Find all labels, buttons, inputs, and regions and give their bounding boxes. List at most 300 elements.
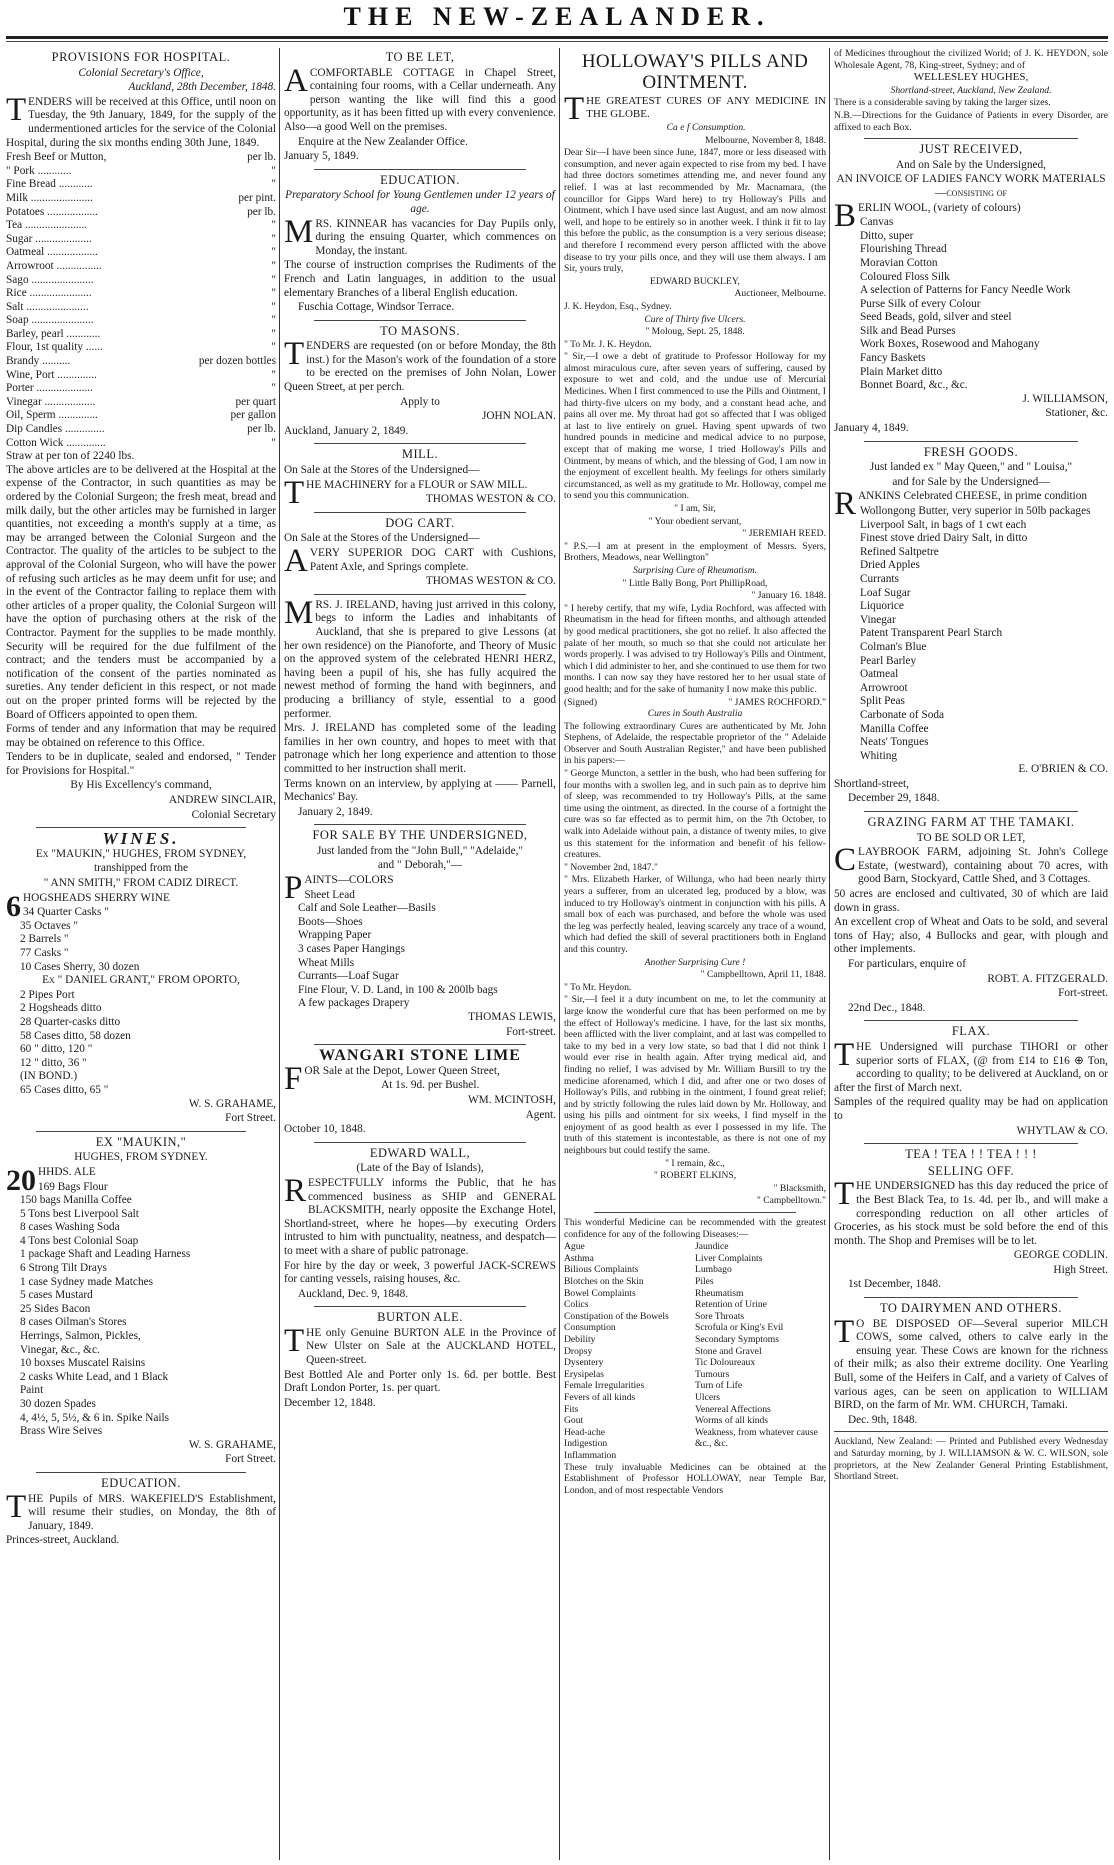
- advert-subheading: SELLING OFF.: [927, 1163, 1015, 1178]
- goods-item: Currants—Loaf Sugar: [298, 970, 399, 983]
- advert-line: Ex "MAUKIN," HUGHES, FROM SYDNEY,: [35, 847, 247, 860]
- advert-line: transhipped from the: [93, 862, 189, 875]
- goods-item: Ditto, super: [860, 229, 914, 242]
- provision-name: Fresh Beef or Mutton,: [6, 151, 107, 164]
- disease-item: Blotches on the Skin: [564, 1276, 644, 1287]
- advert-heading: FRESH GOODS.: [923, 444, 1019, 459]
- goods-item: 2 casks White Lead, and 1 Black: [20, 1370, 169, 1383]
- goods-item: Boots—Shoes: [298, 915, 363, 928]
- advert-line: Ex " DANIEL GRANT," FROM OPORTO,: [42, 974, 240, 987]
- advert-heading: DOG CART.: [385, 515, 455, 530]
- advert-signer: JOHN NOLAN.: [481, 410, 556, 423]
- advert-body: of Medicines throughout the civilized World; of J. K. HEYDON, sole Wholesale Agent, 78, King-street, Sydney; and of: [834, 48, 1108, 71]
- advert-lead: AINTS—COLORS: [304, 874, 394, 887]
- case-body: " George Muncton, a settler in the bush, who had been suffering for four months with a swollen leg, and in such pain as to deprive him of sleep, was recommended to try Holloway's Pills, at the same time using the ointment, as directed. In the course of a fortnight the cure was so far effected as to permit him, on the 7th October, to walk into Adelaide without pain, a distance of twenty miles, to give us this statement for the information and benefit of his fellow-creatures.: [564, 768, 826, 861]
- advert-signer: W. S. GRAHAME,: [188, 1097, 276, 1110]
- disease-item: Tic Doloureaux: [695, 1357, 756, 1369]
- goods-item: Wrapping Paper: [298, 929, 372, 942]
- advert-date: December 12, 1848.: [284, 1396, 376, 1409]
- wine-item: 12 " ditto, 36 ": [20, 1056, 87, 1069]
- provision-item: [6, 423, 276, 437]
- advert-body: HE Pupils of MRS. WAKEFIELD'S Establishment, will resume their studies, on Monday, the 8th of January, 1849.: [28, 1492, 276, 1532]
- advert-heading: GRAZING FARM AT THE TAMAKI.: [867, 815, 1075, 830]
- advert-body: LAYBROOK FARM, adjoining St. John's College Estate, (westward), containing about 70 acres, with good Barn, Stockyard, Cattle Shed, and 3 Cottages.: [858, 846, 1108, 886]
- provision-unit: ": [271, 327, 276, 340]
- disease-item: Female Irregularities: [564, 1380, 645, 1392]
- case-body: " Sir,—I owe a debt of gratitude to Professor Holloway for my almost miraculous cure, after seven years of suffering, caused by exposure to wet and cold, and the undue use of Mercurial Medicines. When I first commenced to use the Pills and Ointment, I had thirty-five ulcers on my body, and a constant head ache, and pains all over me. My throat had got so affected that I was obliged at last to live entirely on gruel. Having spent upwards of two hundred pounds in medicine and medical advice to no purpose, except that of making me worse, I tried Holloway's Pills and Ointment, by means of which, and the blessing of God, I am now in the enjoyment of excellent health. My feelings for others similarly circumstanced, as well as my gratitude to Mr. Holloway, compel me to send you this communication.: [564, 351, 826, 502]
- provision-unit: per pint.: [238, 191, 276, 204]
- provision-name: Potatoes ..................: [6, 205, 98, 218]
- advert-date: December 29, 1848.: [848, 792, 940, 805]
- provision-name: Milk ......................: [6, 191, 93, 204]
- advert-separator: [314, 824, 526, 825]
- advert-body-para: [834, 1036, 1108, 1095]
- advert-body: 50 acres are enclosed and cultivated, 30 of which are laid down in grass.: [834, 888, 1108, 914]
- advert-body: Mrs. J. IRELAND has completed some of the leading families in her own country, and hopes to meet with that patronage which her long experience and attention to those committed to her instruction shall merit.: [284, 722, 556, 775]
- advert-line: And on Sale by the Undersigned,: [896, 158, 1046, 171]
- drop-cap: T: [564, 91, 585, 127]
- advert-lead: HHDS. ALE: [38, 1165, 96, 1178]
- received-advert: [834, 143, 1108, 435]
- disease-item: &c., &c.: [695, 1438, 729, 1450]
- tea-advert: [834, 1148, 1108, 1292]
- case-date: " Moloug, Sept. 25, 1848.: [645, 326, 745, 338]
- column-4: [834, 48, 1108, 1860]
- drop-cap: C: [834, 842, 857, 879]
- advert-line: Just landed ex " May Queen," and " Louisa,": [869, 461, 1073, 474]
- disease-item: Constipation of the Bowels: [564, 1310, 669, 1322]
- case-ps: " P.S.—I am at present in the employment of Messrs. Syers, Brothers, Meadows, near Wellington": [564, 540, 826, 564]
- education-advert: [284, 174, 556, 315]
- provision-unit: ": [271, 164, 276, 177]
- disease-item: Lumbago: [695, 1264, 732, 1276]
- drop-cap: T: [284, 336, 305, 373]
- disease-item: Dysentery: [564, 1357, 604, 1369]
- advert-body-para: [834, 842, 1108, 887]
- drop-cap: T: [284, 1322, 305, 1359]
- advert-place: High Street.: [1053, 1263, 1108, 1276]
- advert-body: HE GREATEST CURES OF ANY MEDICINE IN THE GLOBE.: [586, 95, 826, 120]
- disease-item: Head-ache: [564, 1426, 606, 1438]
- drop-cap: F: [284, 1060, 303, 1097]
- goods-item: 6 Strong Tilt Drays: [20, 1262, 107, 1275]
- goods-item: Paint: [20, 1384, 44, 1397]
- goods-list: [6, 1181, 276, 1439]
- disease-item: Piles: [695, 1276, 714, 1287]
- goods-item: 8 cases Washing Soda: [20, 1221, 120, 1234]
- advert-intro: [6, 91, 276, 150]
- provision-unit: ": [271, 259, 276, 272]
- ireland-advert: [284, 594, 556, 820]
- advert-heading: BURTON ALE.: [377, 1310, 463, 1325]
- advert-body: For particulars, enquire of: [848, 958, 966, 970]
- goods-item: Liquorice: [860, 600, 904, 613]
- case-to: " To Mr. Heydon.: [564, 981, 632, 993]
- advert-signer: ANDREW SINCLAIR,: [168, 794, 276, 807]
- provision-name: Barley, pearl ............: [6, 327, 101, 340]
- case-close: " I am, Sir,: [674, 503, 716, 514]
- goods-item: 8 cases Oilman's Stores: [20, 1316, 127, 1329]
- provision-name: Salt ......................: [6, 300, 89, 313]
- goods-item: 10 boxses Muscatel Raisins: [20, 1357, 146, 1370]
- advert-date: Auckland, 28th December, 1848.: [128, 81, 276, 94]
- drop-cap: A: [284, 543, 308, 579]
- disease-item: Rheumatism: [695, 1287, 744, 1299]
- disease-item: Consumption: [564, 1322, 616, 1334]
- advert-separator: [864, 1297, 1078, 1298]
- advert-signer-title: Colonial Secretary: [191, 808, 276, 821]
- provision-unit: per lb.: [247, 205, 276, 218]
- wine-item: 60 " ditto, 120 ": [20, 1043, 93, 1056]
- drop-cap: B: [834, 197, 857, 234]
- advert-body: For hire by the day or week, 3 powerful JACK-SCREWS for canting vessels, raising houses, &c.: [284, 1259, 556, 1286]
- advert-separator: [864, 138, 1078, 139]
- advert-line: and for Sale by the Undersigned—: [892, 475, 1050, 488]
- advert-line: AN INVOICE OF LADIES FANCY WORK MATERIALS—consisting of: [836, 173, 1106, 199]
- case-body: " Mrs. Elizabeth Harker, of Willunga, who had been nearly thirty years a sufferer, from an ulcerated leg, produced by a blow, was induced to try Holloway's ointment in conjunction with his pills. A small box of each was purchased, and before the whole was used the leg was perfectly healed, leaving scarcely any trace of a wound, which had defied the skill of several practitioners both in England and this country.: [564, 874, 826, 955]
- education-bottom-advert: [6, 1477, 276, 1548]
- advert-heading: TO MASONS.: [380, 323, 460, 338]
- disease-item: Sore Throats: [695, 1310, 745, 1322]
- provision-item: [6, 233, 276, 247]
- holloway-footer: These truly invaluable Medicines can be obtained at the Establishment of Professor HOLLOWAY, near Temple Bar, London, and of most respectable Vendors: [564, 1461, 826, 1496]
- provision-unit: ": [271, 368, 276, 381]
- goods-list: [834, 505, 1108, 763]
- advert-place: Fort-street.: [1058, 987, 1108, 1000]
- disease-item: Indigestion: [564, 1438, 608, 1450]
- advert-separator: [314, 1306, 526, 1307]
- advert-enquire: Enquire at the New Zealander Office.: [298, 135, 468, 148]
- advert-body: The course of instruction comprises the Rudiments of the French and Latin languages, in addition to the usual elementary Branches of a liberal English education.: [284, 259, 556, 299]
- fresh-advert: [834, 446, 1108, 806]
- provision-unit: ": [271, 436, 276, 449]
- advert-separator: [314, 320, 526, 321]
- advert-body: Samples of the required quality may be had on application to: [834, 1096, 1108, 1122]
- advert-signer: WELLESLEY HUGHES,: [913, 71, 1029, 84]
- disease-item: Secondary Symptoms: [695, 1333, 779, 1345]
- advert-place: Fort Street.: [225, 1112, 276, 1125]
- case-signed-label: (Signed): [564, 696, 598, 708]
- advert-signer: GEORGE CODLIN.: [1013, 1249, 1108, 1262]
- case-role: Auctioneer, Melbourne.: [734, 288, 826, 300]
- printer-imprint: Auckland, New Zealand: — Printed and Published every Wednesday and Saturday morning, by J. WILLIAMSON & W. C. WILSON, sole proprietors, at the New Zealander General Printing Establishment, Shortland Street.: [834, 1436, 1108, 1483]
- advert-heading: WANGARI STONE LIME: [319, 1047, 521, 1065]
- drop-cap: A: [284, 62, 308, 99]
- wine-item: 10 Cases Sherry, 30 dozen: [20, 960, 140, 973]
- disease-item: Bowel Complaints: [564, 1287, 636, 1299]
- provision-unit: ": [271, 219, 276, 232]
- column-3: [564, 48, 826, 1860]
- disease-item: Worms of all kinds: [695, 1415, 769, 1427]
- drop-cap: R: [834, 486, 857, 523]
- case-date: " November 2nd, 1847.": [564, 861, 658, 873]
- provision-item: [6, 355, 276, 369]
- advert-signer: ROBT. A. FITZGERALD.: [987, 972, 1108, 985]
- advert-body: There is a considerable saving by taking the larger sizes.: [834, 97, 1051, 109]
- advert-body-para: [284, 336, 556, 394]
- advert-heading: EX "MAUKIN,": [95, 1134, 187, 1149]
- case-date: " Little Bally Bong, Port PhillipRoad,: [622, 577, 768, 589]
- provision-item: [6, 165, 276, 179]
- goods-item: Sheet Lead: [304, 888, 355, 901]
- disease-item: Debility: [564, 1333, 596, 1345]
- case-body: Dear Sir—I have been since June, 1847, more or less diseased with consumption, and never again expected to rise from my bed. I have had three doctors sometimes attending me, and never found any relief. I was at last recommended by Mr. Macnamara, (the councillor for Gipps Ward here) to try Holloway's Pills and Ointment, which I have used since last August, and am now almost well, and hope to be entirely so in another week. I think it fit to lay this before the public, as the consumption is a very serious disease; and therefore I recommend every person afflicted with the above disease to try your pills once, and they will use them always. I am Sir, yours truly,: [564, 147, 826, 275]
- goods-item: Silk and Bead Purses: [860, 324, 956, 337]
- drop-cap: R: [284, 1172, 307, 1209]
- provision-unit: per gallon: [230, 409, 276, 422]
- wangari-advert: [284, 1049, 556, 1137]
- advert-heading: EDUCATION.: [380, 172, 460, 187]
- provision-item: [6, 314, 276, 328]
- advert-body: VERY SUPERIOR DOG CART with Cushions, Patent Axle, and Springs complete.: [309, 547, 556, 573]
- goods-item: Liverpool Salt, in bags of 1 cwt each: [860, 518, 1027, 531]
- case-body: " Sir,—I feel it a duty incumbent on me, to let the community at large know the wonderful cure that has been performed on me by the effect of Holloway's medicine. I have, for the last six months, been afflicted with the liver complaint, and at last was compelled to take to my bed in a very low state, so bad that I did not think I would ever rise in health again. After trying medical aid, and finding no relief, I was advised by Mr. William Bursill to try the medicine aforenamed, which I did, and after one or two doses of Holloway's Pills, and rubbing in the ointment, I found great relief; and by strictly following the rules laid down by Mr. Holloway, and using his pills and ointment for six weeks, I find myself in the enjoyment of as good health as ever I possessed in my life. The truth of this statement is incontestable, as there is not one of my neighbours but could testify the same.: [564, 994, 826, 1157]
- goods-item: A few packages Drapery: [298, 997, 410, 1010]
- case-date: Melbourne, November 8, 1848.: [705, 134, 826, 146]
- advert-body: ESPECTFULLY informs the Public, that he has commenced business as SHIP and GENERAL BLACKSMITH, nearly opposite the Exchange Hotel, Shortland-street, where he hopes—by executing Orders intrusted to him with punctuality, neatness, and despatch—to meet with a share of public patronage.: [284, 1176, 556, 1257]
- drop-cap: P: [284, 870, 303, 907]
- dairy-advert: [834, 1302, 1108, 1427]
- mill-advert: [284, 447, 556, 511]
- advert-role: Agent.: [525, 1108, 556, 1121]
- goods-item: Canvas: [860, 216, 894, 229]
- case-title: Surprising Cure of Rheumatism.: [633, 564, 757, 576]
- provision-unit: ": [271, 300, 276, 313]
- disease-item: Ulcers: [695, 1391, 721, 1403]
- column-1: [6, 48, 276, 1860]
- provision-item: [6, 301, 276, 315]
- wine-list: [6, 906, 276, 974]
- goods-item: Flourishing Thread: [860, 243, 947, 256]
- goods-item: Wheat Mills: [298, 956, 355, 969]
- advert-line: Just landed from the "John Bull," "Adelaide,": [316, 844, 524, 857]
- disease-item: Erysipelas: [564, 1368, 604, 1380]
- advert-separator: [36, 1472, 246, 1473]
- goods-item: A selection of Patterns for Fancy Needle Work: [860, 284, 1071, 297]
- provision-unit: ": [271, 341, 276, 354]
- advert-date: January 2, 1849.: [298, 805, 373, 818]
- wine-item: 65 Cases ditto, 65 ": [20, 1083, 109, 1096]
- provision-unit: ": [271, 178, 276, 191]
- goods-item: 150 bags Manilla Coffee: [20, 1194, 132, 1207]
- advert-signer: J. WILLIAMSON,: [1022, 392, 1108, 405]
- advert-body-para: [284, 1322, 556, 1368]
- disease-item: Asthma: [564, 1252, 594, 1264]
- goods-list: [834, 216, 1108, 393]
- goods-item: Herrings, Salmon, Pickles,: [20, 1330, 141, 1343]
- advert-signer: W. S. GRAHAME,: [188, 1438, 276, 1451]
- advert-body: ENDERS are requested (on or before Monday, the 8th inst.) for the Mason's work of the foundation of a store to be erected on the premises of John Nolan, Lower Queen Street, at per perch.: [284, 340, 556, 394]
- case-title: Cures in South Australia: [647, 708, 743, 720]
- advert-separator: [864, 1143, 1078, 1144]
- goods-item: Carbonate of Soda: [860, 708, 945, 721]
- provision-unit: per quart: [235, 395, 276, 408]
- case-body: " I hereby certify, that my wife, Lydia Rochford, was affected with Rheumatism in the head for fifteen months, and although attended by good medical practitioners, she got no relief. It also affected the palate of her mouth, so much so that she could not articulate her words properly. I was advised to try Holloway's Pills and Ointment, which I did administer to her, and she continued to use them for two months. I can now say they have restored her to her usual state of good health; and for the sake of humanity I now make this public.: [564, 602, 826, 695]
- goods-item: Moravian Cotton: [860, 256, 938, 269]
- goods-item: 1 package Shaft and Leading Harness: [20, 1248, 191, 1261]
- goods-item: Calf and Sole Leather—Basils: [298, 902, 436, 915]
- disease-item: Colics: [564, 1299, 589, 1311]
- goods-item: 4, 4½, 5, 5½, & 6 in. Spike Nails: [20, 1411, 170, 1424]
- disease-item: Weakness, from whatever cause: [695, 1426, 818, 1438]
- advert-heading: HOLLOWAY'S PILLS AND OINTMENT.: [581, 51, 809, 93]
- case-date: " Campbelltown, April 11, 1848.: [700, 969, 826, 981]
- provision-item: [6, 287, 276, 301]
- advert-separator: [36, 1131, 246, 1132]
- advert-body: OR Sale at the Depot, Lower Queen Street,: [304, 1064, 500, 1077]
- masthead-rule: [6, 36, 1108, 39]
- disease-item: Turn of Life: [695, 1380, 743, 1392]
- goods-item: Plain Market ditto: [860, 365, 943, 378]
- diseases-column: [695, 1241, 826, 1461]
- maukin-advert: [6, 1136, 276, 1467]
- provision-unit: ": [271, 273, 276, 286]
- case-signer: EDWARD BUCKLEY,: [650, 275, 740, 287]
- advert-body: N.B.—Directions for the Guidance of Patients in every Disorder, are affixed to each Box.: [834, 109, 1108, 133]
- goods-item: Vinegar: [860, 613, 896, 626]
- advert-line: " ANN SMITH," FROM CADIZ DIRECT.: [43, 877, 239, 890]
- advert-place: Shortland-street,: [834, 777, 909, 790]
- provision-item: [6, 450, 276, 464]
- goods-item: Currants: [860, 572, 899, 585]
- provision-item: [6, 151, 276, 165]
- provision-name: Sago ......................: [6, 273, 94, 286]
- advert-heading: TO BE LET,: [385, 50, 455, 64]
- advert-heading: JUST RECEIVED,: [919, 142, 1023, 157]
- advert-date: Auckland, Dec. 9, 1848.: [298, 1287, 409, 1300]
- case-to: " To Mr. J. K. Heydon.: [564, 338, 652, 350]
- advert-lead: ANKINS Celebrated CHEESE, in prime condition: [858, 490, 1088, 503]
- advert-body: The above articles are to be delivered at the Hospital at the expense of the Contractor, in such quantities as may be ordered by the Colonial Surgeon; the fresh meat, bread and milk daily, but the other articles may be furnished in larger quantities, not exceeding a month's supply at a time, as may be arranged between the Colonial Surgeon and the Contractor. The quality of the articles to be subject to the approval of the Colonial Surgeon, who will have the power of refusing such articles as he may deem unfit for use; and in the event of the Contractor failing to replace them with other articles of a proper quality, the Colonial Surgeon will have the option of purchasing others at the risk of the Contractor. Payment for the supplies to be made monthly. Security will be required for the due fulfilment of the contract; and the tenders must be accompanied by a notification of the consent of the parties nominated as sureties. Any tender deficient in this respect, or not made out on the proper printed forms will be rejected by the Board of Officers appointed to open them.: [6, 463, 276, 721]
- advert-body: HE UNDERSIGNED has this day reduced the price of the Best Black Tea, to 1s. 4d. per lb., and will make a corresponding reduction on all other articles of Groceries, as his stock must be sold before the end of this month. The Shop and Premises will be to let.: [834, 1180, 1108, 1247]
- disease-item: Scrofula or King's Evil: [695, 1322, 784, 1334]
- provision-item: [6, 369, 276, 383]
- wine-item: 35 Octaves ": [20, 919, 78, 932]
- drop-cap: 6: [6, 889, 21, 923]
- advert-heading: WINES.: [102, 829, 180, 849]
- provisions-list: [6, 151, 276, 464]
- dogcart-advert: [284, 517, 556, 589]
- advert-date: January 4, 1849.: [834, 422, 909, 435]
- advert-body: HE MACHINERY for a FLOUR or SAW MILL.: [306, 478, 528, 491]
- provision-name: Wine, Port ..............: [6, 368, 97, 381]
- case-signer: " JEREMIAH REED.: [742, 528, 826, 540]
- wine-item: 28 Quarter-casks ditto: [20, 1015, 121, 1028]
- provision-name: Sugar ....................: [6, 232, 92, 245]
- advert-body: Tenders to be in duplicate, sealed and endorsed, " Tender for Provisions for Hospital.": [6, 751, 276, 777]
- goods-item: Dried Apples: [860, 559, 920, 572]
- column-divider: [829, 48, 830, 1860]
- advert-separator: [864, 441, 1078, 442]
- holloway-advert: [564, 51, 826, 1496]
- provision-name: Oil, Sperm ..............: [6, 409, 98, 422]
- advert-signer: THOMAS LEWIS,: [468, 1011, 556, 1023]
- goods-item: Fine Flour, V. D. Land, in 100 & 200lb bags: [298, 983, 498, 996]
- goods-item: Finest stove dried Dairy Salt, in ditto: [860, 532, 1028, 545]
- disease-item: Bilious Complaints: [564, 1264, 639, 1276]
- grazing-advert: [834, 816, 1108, 1015]
- advert-separator: [314, 1142, 526, 1143]
- advert-separator: [314, 169, 526, 170]
- advert-line: HUGHES, FROM SYDNEY.: [74, 1151, 208, 1164]
- advert-body-para: [834, 1313, 1108, 1413]
- provision-name: Rice ......................: [6, 287, 92, 300]
- provision-item: [6, 409, 276, 423]
- provision-item: [6, 274, 276, 288]
- advert-body: ENDERS will be received at this Office, until noon on Tuesday, the 9th January, 1849, for the supply of the undermentioned articles for the service of the Colonial Hospital, during the six months ending 30th June, 1849.: [6, 95, 276, 149]
- advert-body: HE Undersigned will purchase TIHORI or other superior sorts of FLAX, (@ from £14 to £16 ⊕ Ton, according to quality; to be delivered at Auckland, on or after the first of March next.: [834, 1040, 1108, 1094]
- goods-item: Vinegar, &c., &c.: [20, 1343, 100, 1356]
- disease-item: Gout: [564, 1415, 584, 1427]
- goods-item: Patent Transparent Pearl Starch: [860, 627, 1003, 640]
- drop-cap: T: [6, 91, 27, 128]
- provision-name: Porter ....................: [6, 382, 93, 395]
- diseases-table: [564, 1241, 826, 1461]
- to-be-let-advert: [284, 51, 556, 164]
- advert-body: RS. J. IRELAND, having just arrived in this colony, begs to inform the Ladies and inhabitants of Auckland, that she is prepared to give Lessons (at her own residence) on the Pianoforte, and Theory of Music on the approved system of the celebrated HENRI HERZ, having been a pupil of his, she has fully acquired the newest method of forming the hand with beginners, and producing a brilliancy of style, essential to a good performer.: [284, 598, 556, 720]
- advert-subheading: TO BE SOLD OR LET,: [916, 831, 1026, 844]
- goods-item: Coloured Floss Silk: [860, 270, 950, 283]
- wine-item: (IN BOND.): [20, 1070, 78, 1083]
- advert-heading: MILL.: [401, 447, 439, 462]
- case-close: " Your obedient servant,: [648, 515, 742, 527]
- goods-item: Arrowroot: [860, 681, 908, 694]
- diseases-column: [564, 1241, 695, 1461]
- advert-body: An excellent crop of Wheat and Oats to be sold, and several tons of Hay; also, 4 Bullocks and gear, with plough and other implements.: [834, 916, 1108, 956]
- advert-line: On Sale at the Stores of the Undersigned—: [284, 464, 480, 477]
- advert-intro: [564, 91, 826, 127]
- advert-date: Auckland, January 2, 1849.: [284, 424, 409, 437]
- goods-item: Wollongong Butter, very superior in 50lb packages: [860, 505, 1091, 517]
- wine-list: [6, 989, 276, 1098]
- advert-body: RS. KINNEAR has vacancies for Day Pupils only, during the ensuing Quarter, which commences on Monday, the instant.: [315, 217, 556, 257]
- advert-separator: [314, 512, 526, 513]
- disease-item: Fits: [564, 1403, 579, 1415]
- goods-item: 4 Tons best Colonial Soap: [20, 1234, 139, 1247]
- advert-heading: TO DAIRYMEN AND OTHERS.: [879, 1301, 1063, 1316]
- advert-body-para: [284, 1172, 556, 1259]
- forsale-advert: [284, 829, 556, 1039]
- goods-item: Neats' Tongues: [860, 736, 929, 749]
- wine-item: 77 Casks ": [20, 947, 69, 959]
- advert-address: Fuschia Cottage, Windsor Terrace.: [298, 301, 455, 314]
- goods-item: Split Peas: [860, 695, 905, 708]
- masthead: [0, 0, 1114, 44]
- provision-unit: per dozen bottles: [198, 355, 276, 368]
- provision-name: Dip Candles ..............: [6, 423, 105, 436]
- case-to: J. K. Heydon, Esq., Sydney.: [564, 300, 672, 312]
- advert-heading: EDUCATION.: [101, 1475, 181, 1490]
- advert-office: Colonial Secretary's Office,: [78, 66, 204, 79]
- provision-unit: ": [271, 246, 276, 259]
- disease-item: Dropsy: [564, 1345, 593, 1357]
- advert-heading: EDWARD WALL,: [369, 1145, 471, 1160]
- provision-unit: per lb.: [247, 423, 276, 436]
- burton-advert: [284, 1311, 556, 1410]
- advert-address: Shortland-street, Auckland, New Zealand.: [890, 84, 1052, 96]
- provision-item: [6, 219, 276, 233]
- case-body: The following extraordinary Cures are authenticated by Mr. John Stephens, of Adelaide, the respectable proprietor of the " Adelaide Observer and South Australian Register," and have been published in his papers:—: [564, 720, 826, 767]
- advert-command: By His Excellency's command,: [70, 779, 212, 792]
- advert-address: Princes-street, Auckland.: [6, 1534, 120, 1547]
- wine-item: 2 Barrels ": [20, 933, 69, 946]
- advert-lead: HOGSHEADS SHERRY WINE: [23, 891, 170, 904]
- drop-cap: T: [834, 1036, 855, 1073]
- newspaper-title: THE NEW-ZEALANDER.: [343, 2, 771, 31]
- goods-item: 5 Tons best Liverpool Salt: [20, 1207, 139, 1220]
- provision-item: [6, 341, 276, 355]
- provision-unit: ": [271, 382, 276, 395]
